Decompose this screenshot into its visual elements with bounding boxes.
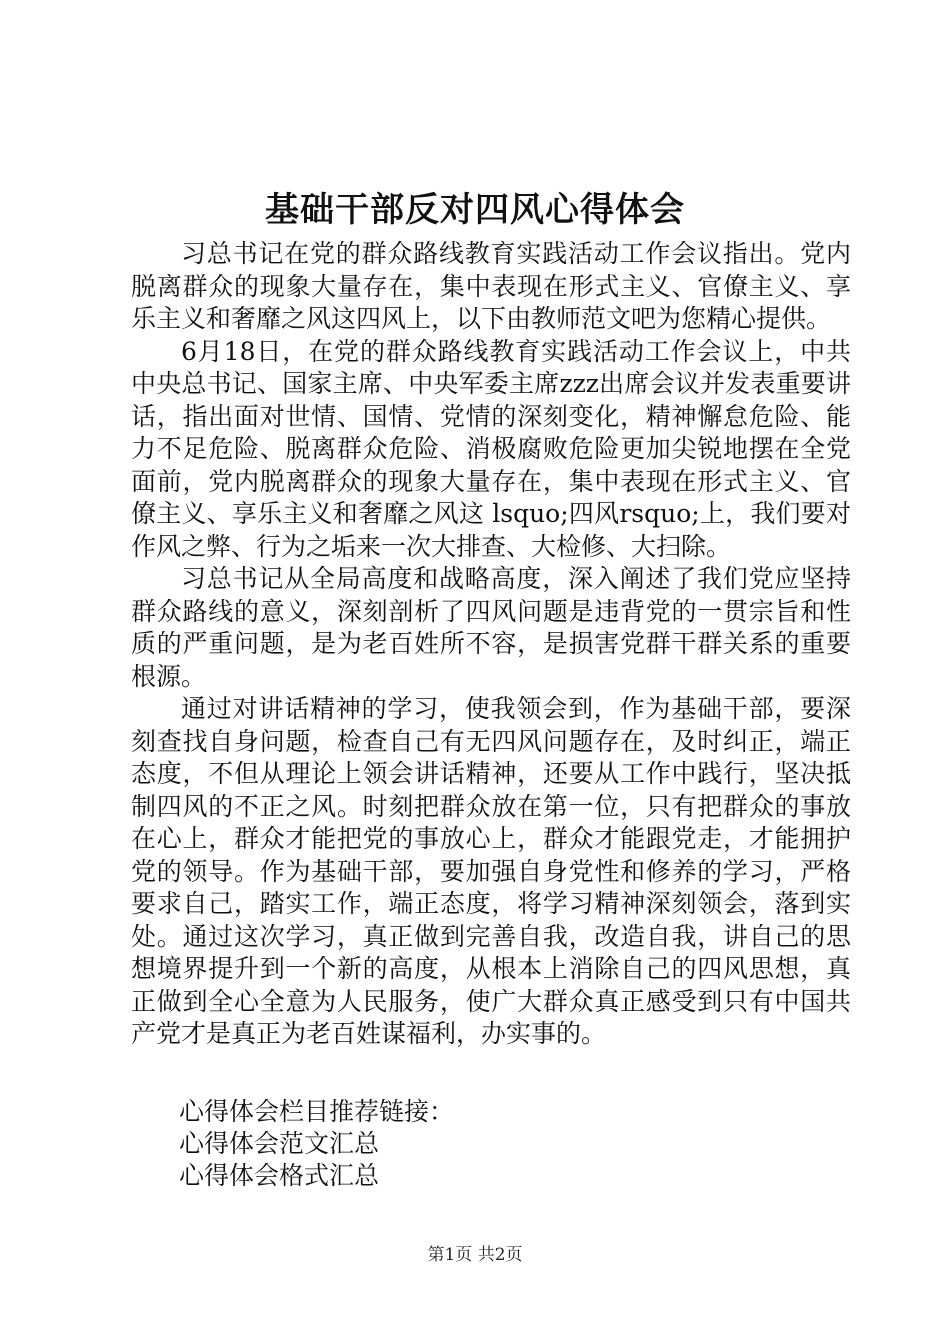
links-heading: 心得体会栏目推荐链接： <box>179 1097 455 1126</box>
paragraph-reflection: 通过对讲话精神的学习，使我领会到，作为基础干部，要深刻查找自身问题，检查自己有无四风问题存在，及时纠正，端正态度，不但从理论上领会讲话精神，还要从工作中践行，坚决抵制四风的不正之风。时刻把群众放在第一位，只有把群众的事放在心上，群众才能把党的事放心上，群众才能跟党走，才能拥护党的领导。作为基础干部，要加强自身党性和修养的学习，严格要求自己，踏实工作，端正态度，将学习精神深刻领会，落到实处。通过这次学习，真正做到完善自我，改造自我，讲自己的思想境界提升到一个新的高度，从根本上消除自己的四风思想，真正做到全心全意为人民服务，使广大群众真正感受到只有中国共产党才是真正为老百姓谋福利，办实事的。 <box>131 694 851 1048</box>
paragraph-analysis: 习总书记从全局高度和战略高度，深入阐述了我们党应坚持群众路线的意义，深刻剖析了四风问题是违背党的一贯宗旨和性质的严重问题，是为老百姓所不容，是损害党群干群关系的重要根源。 <box>131 564 851 691</box>
article-body <box>131 238 851 1051</box>
link-format-collection[interactable]: 心得体会格式汇总 <box>179 1161 380 1190</box>
page-title: 基础干部反对四风心得体会 <box>265 190 685 230</box>
link-essay-collection[interactable]: 心得体会范文汇总 <box>179 1129 380 1158</box>
recommended-links <box>179 1096 819 1192</box>
paragraph-intro: 习总书记在党的群众路线教育实践活动工作会议指出。党内脱离群众的现象大量存在，集中表现在形式主义、官僚主义、享乐主义和奢靡之风这四风上，以下由教师范文吧为您精心提供。 <box>131 239 851 333</box>
paragraph-meeting: 6月18日，在党的群众路线教育实践活动工作会议上，中共中央总书记、国家主席、中央军委主席zzz出席会议并发表重要讲话，指出面对世情、国情、党情的深刻变化，精神懈怠危险、能力不足危险、脱离群众危险、消极腐败危险更加尖锐地摆在全党面前，党内脱离群众的现象大量存在，集中表现在形式主义、官僚主义、享乐主义和奢靡之风这 lsquo;四风rsquo;上，我们要对作风之弊、行为之垢来一次大排查、大检修、大扫除。 <box>131 336 851 561</box>
page-number: 第1页 共2页 <box>427 1245 523 1265</box>
